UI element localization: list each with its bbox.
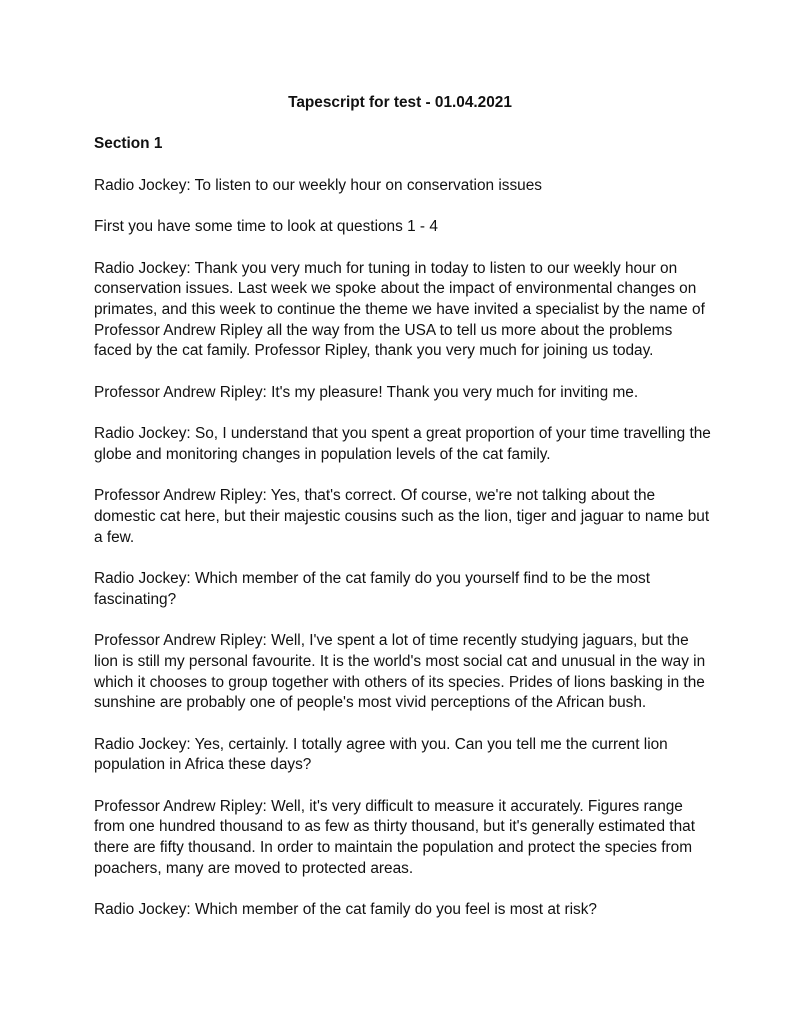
paragraph-professor-thanks: Professor Andrew Ripley: It's my pleasure! Thank you very much for inviting me.	[94, 383, 639, 401]
document-title: Tapescript for test - 01.04.2021	[288, 94, 512, 111]
paragraph-radio-jockey-travel: Radio Jockey: So, I understand that you spent a great proportion of your time travelling the globe and monitoring changes in population levels of the cat family.	[94, 425, 711, 463]
paragraph-radio-jockey-fascinating: Radio Jockey: Which member of the cat family do you yourself find to be the most fascinating?	[94, 570, 651, 608]
document-body	[94, 93, 712, 942]
paragraph-instructions: First you have some time to look at questions 1 - 4	[94, 218, 438, 236]
paragraph-radio-jockey-population: Radio Jockey: Yes, certainly. I totally agree with you. Can you tell me the current lion population in Africa these days?	[94, 735, 668, 774]
paragraph-professor-cousins: Professor Andrew Ripley: Yes, that's correct. Of course, we're not talking about the domestic cat here, but their majestic cousins such as the lion, tiger and jaguar to name but a few.	[94, 487, 710, 546]
paragraph-professor-lion: Professor Andrew Ripley: Well, I've spent a lot of time recently studying jaguars, but the lion is still my personal favourite. It is the world's most social cat and unusual in the way in which it chooses to group together with others of its species. Prides of lions basking in the sunshine are probably one of people's most vivid perceptions of the African bush.	[94, 632, 706, 712]
paragraph-professor-figures: Professor Andrew Ripley: Well, it's very difficult to measure it accurately. Figures range from one hundred thousand to as few as thirty thousand, but it's generally estimated that there are fifty thousand. In order to maintain the population and protect the species from poachers, many are moved to protected areas.	[94, 797, 695, 877]
paragraph-radio-jockey-welcome: Radio Jockey: Thank you very much for tuning in today to listen to our weekly hour on conservation issues. Last week we spoke about the impact of environmental changes on primates, and this week to continue the theme we have invited a specialist by the name of Professor Andrew Ripley all the way from the USA to tell us more about the problems faced by the cat family. Professor Ripley, thank you very much for joining us today.	[94, 259, 705, 360]
paragraph-radio-jockey-risk: Radio Jockey: Which member of the cat family do you feel is most at risk?	[94, 901, 597, 919]
section-heading: Section 1	[94, 135, 163, 153]
paragraph-intro: Radio Jockey: To listen to our weekly hour on conservation issues	[94, 176, 542, 194]
